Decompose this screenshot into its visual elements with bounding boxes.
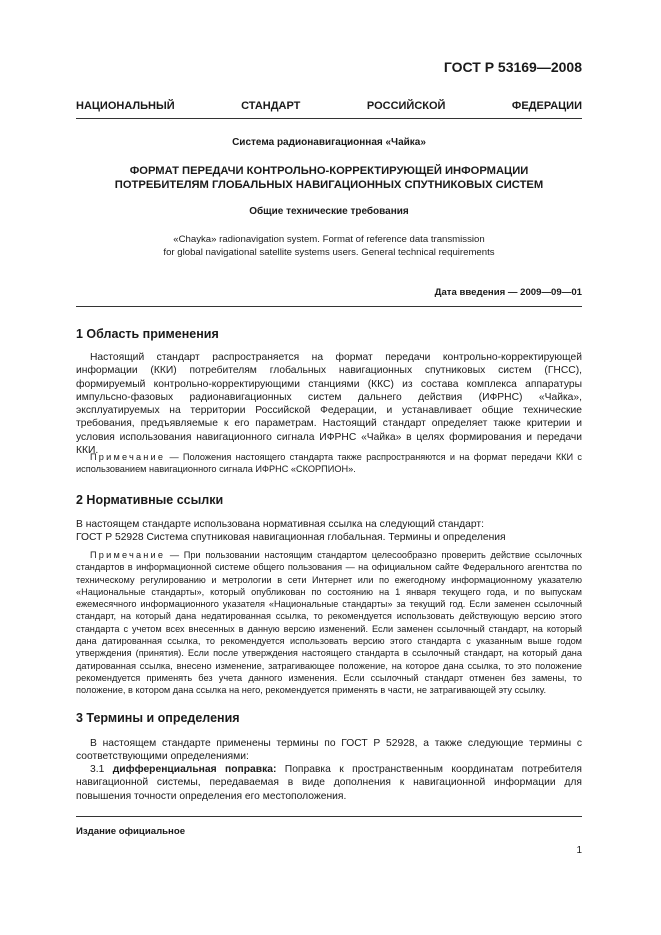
national-standard-banner: НАЦИОНАЛЬНЫЙ СТАНДАРТ РОССИЙСКОЙ ФЕДЕРАЦИИ [76,100,582,112]
section-3-text: В настоящем стандарте применены термины по ГОСТ Р 52928, а также следующие термины с соответствующими определениями: [76,738,582,763]
document-title-line-1: ФОРМАТ ПЕРЕДАЧИ КОНТРОЛЬНО-КОРРЕКТИРУЮЩЕЙ ИНФОРМАЦИИ [129,165,529,177]
section-2-note [76,549,582,697]
note-label: Примечание [90,452,166,462]
term-3-1 [76,763,582,803]
note-label: Примечание [90,550,166,560]
english-title-line-2: for global navigational satellite systems users. General technical requirements [163,247,495,258]
section-1-text: Настоящий стандарт распространяется на формат передачи контрольно-корректирующей информации (ККИ) потребителям глобальных навигационных спутниковых систем (ГНСС), формируемый контрольно-корректирующими станциями (ККС) из состава комплекса аппаратуры импульсно-фазовых радионавигационных систем дальнего действия (ИФРНС) «Чайка», эксплуатируемых на территории Российской Федерации, и устанавливает общие технические требования, предъявляемые к его параметрам. Настоящий стандарт определяет также критерии и условия использования навигационного сигнала ИФРНС «Чайка» в целях формирования и передачи ККИ. [76,352,582,457]
introduction-date: Дата введения — 2009—09—01 [434,287,582,298]
english-title [76,233,582,259]
document-title-line-2: ПОТРЕБИТЕЛЯМ ГЛОБАЛЬНЫХ НАВИГАЦИОННЫХ СПУТНИКОВЫХ СИСТЕМ [114,179,544,191]
section-1-paragraph [76,351,582,457]
term-definition: Поправка к пространственным координатам потребителя навигационной системы, передаваемая в виде дополнения к навигационной информации для повышения точности определения его местоположения. [76,764,582,802]
official-edition-label: Издание официальное [76,826,186,837]
section-3-paragraph [76,737,582,764]
english-title-line-1: «Chayka» radionavigation system. Format of reference data transmission [173,234,485,245]
section-1-note [76,451,582,476]
footer-divider [76,816,582,817]
section-2-line-1 [76,519,582,530]
page-number: 1 [576,845,582,856]
document-subtitle: Общие технические требования [249,206,409,217]
section-2-heading: 2 Нормативные ссылки [76,493,224,507]
section-3-heading: 3 Термины и определения [76,711,240,725]
term-number: 3.1 [90,764,113,775]
system-name: Система радионавигационная «Чайка» [232,137,426,148]
term-name: дифференциальная поправка: [112,764,277,775]
note-text: — При пользовании настоящим стандартом целесообразно проверить действие ссылочных стандартов в информационной системе общего пользования — на официальном сайте Федерального агентства по техническому регулированию и метрологии в сети Интернет или по ежегодному информационному указателю «Национальные стандарты», который опубликован по состоянию на 1 января текущего года, и по выпускам ежемесячного информационного указателя «Национальные стандарты» за текущий год. Если заменен ссылочный стандарт, на который дана недатированная ссылка, то рекомендуется использовать действующую версию этого стандарта с учетом всех внесенных в данную версию изменений. Если заменен ссылочный стандарт, на который дана датированная ссылка, то рекомендуется использовать версию этого стандарта с указанным выше годом утверждения (принятия). Если после утверждения настоящего стандарта в ссылочный стандарт, на который дана датированная ссылка, внесено изменение, затрагивающее положение, на которое дана ссылка, то это положение рекомендуется применять без учета данного изменения. Если ссылочный стандарт отменен без замены, то положение, в котором дана ссылка на него, рекомендуется применять в части, не затрагивающей эту ссылку. [76,550,582,696]
note-text: — Положения настоящего стандарта также распространяются и на формат передачи ККИ с использованием навигационного сигнала ИФРНС «СКОРПИОН». [76,452,582,475]
document-number: ГОСТ Р 53169—2008 [443,59,582,75]
header-divider [76,118,582,119]
date-divider [76,306,582,307]
section-2-reference: ГОСТ Р 52928 Система спутниковая навигационная глобальная. Термины и определения [76,532,506,543]
section-1-heading: 1 Область применения [76,327,219,341]
document-title [76,164,582,192]
section-2-line-1-text: В настоящем стандарте использована нормативная ссылка на следующий стандарт: [76,519,484,530]
